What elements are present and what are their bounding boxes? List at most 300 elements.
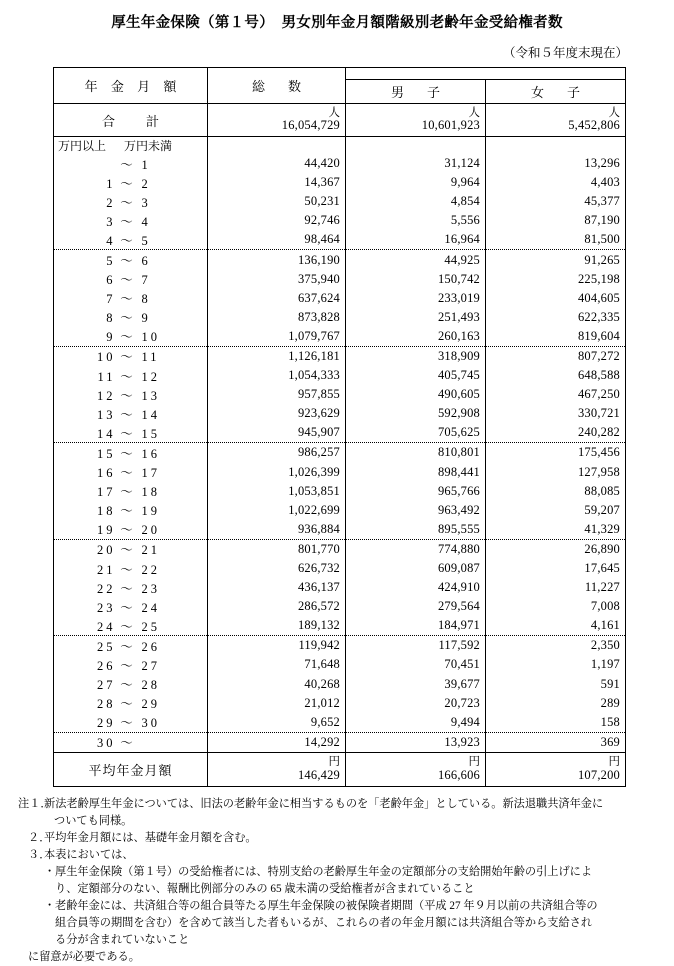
bullet-1-marker: ・ — [44, 865, 56, 878]
bullet-1-text: 厚生年金保険（第１号）の受給権者には、特別支給の老齢厚生年金の定額部分の支給開始年齢の引上げによ — [55, 865, 593, 878]
row-value-male: 20,723 — [346, 694, 486, 713]
column-header-total: 総 数 — [208, 68, 346, 104]
range-to: 14 — [141, 407, 160, 422]
row-value-total: 1,126,181 — [208, 346, 346, 366]
range-from: 8 — [106, 311, 116, 326]
range-to: 6 — [141, 254, 151, 269]
table-container — [0, 67, 674, 787]
range-from: 3 — [106, 214, 116, 229]
range-from: 20 — [97, 543, 116, 558]
row-range-label — [54, 250, 208, 270]
range-to: 15 — [141, 426, 160, 441]
row-range-label — [54, 308, 208, 327]
header-row-top — [54, 68, 626, 80]
note-3-bullet-1 — [18, 864, 656, 881]
range-tilde: ～ — [120, 639, 133, 654]
table-row — [54, 366, 626, 385]
range-from: 12 — [97, 388, 116, 403]
row-range-label — [54, 732, 208, 752]
range-to: 17 — [141, 466, 160, 481]
range-from: 23 — [97, 600, 116, 615]
unit-yen-female: 円 — [608, 755, 620, 768]
row-value-total: 14,292 — [208, 732, 346, 752]
total-row — [54, 104, 626, 137]
column-header-female: 女 子 — [486, 80, 626, 104]
table-row — [54, 559, 626, 578]
range-to: 8 — [141, 292, 151, 307]
row-value-male: 70,451 — [346, 655, 486, 674]
range-tilde: ～ — [120, 466, 133, 481]
row-value-total: 873,828 — [208, 308, 346, 327]
row-value-female: 91,265 — [486, 250, 626, 270]
row-value-total: 189,132 — [208, 616, 346, 636]
total-row-total — [208, 104, 346, 137]
range-from: 26 — [97, 658, 116, 673]
row-range-label — [54, 578, 208, 597]
row-value-male: 318,909 — [346, 346, 486, 366]
average-row-label: 平均年金月額 — [54, 752, 208, 786]
note-1-marker: 注１． — [18, 797, 52, 810]
column-header-male: 男 子 — [346, 80, 486, 104]
row-value-female: 81,500 — [486, 230, 626, 250]
note-2-marker: ２． — [28, 831, 51, 844]
row-value-total: 40,268 — [208, 675, 346, 694]
range-from: 25 — [97, 639, 116, 654]
row-value-male: 150,742 — [346, 270, 486, 289]
range-from: 2 — [106, 195, 116, 210]
bullet-2-continued-2: る分が含まれていないこと — [55, 934, 190, 947]
note-3 — [18, 847, 656, 864]
range-tilde: ～ — [120, 350, 133, 365]
range-tilde: ～ — [120, 697, 133, 712]
range-tilde: ～ — [120, 523, 133, 538]
range-to: 25 — [141, 619, 160, 634]
row-value-female: 404,605 — [486, 289, 626, 308]
range-tilde: ～ — [120, 254, 133, 269]
row-range-label — [54, 713, 208, 733]
row-value-female: 467,250 — [486, 385, 626, 404]
table-row — [54, 289, 626, 308]
row-value-female: 41,329 — [486, 520, 626, 540]
range-to: 19 — [141, 504, 160, 519]
table-foot — [54, 752, 626, 786]
table-row — [54, 173, 626, 192]
row-range-label — [54, 192, 208, 211]
row-range-label — [54, 327, 208, 347]
average-value-female: 107,200 — [577, 767, 620, 782]
row-value-total: 1,022,699 — [208, 501, 346, 520]
bullet-2-marker: ・ — [44, 900, 56, 912]
range-to: 13 — [141, 388, 160, 403]
table-row — [54, 520, 626, 540]
row-value-female: 807,272 — [486, 346, 626, 366]
range-tilde: ～ — [120, 407, 133, 422]
table-row — [54, 616, 626, 636]
range-to: 27 — [141, 658, 160, 673]
total-row-male — [346, 104, 486, 137]
row-range-label — [54, 230, 208, 250]
row-value-total: 50,231 — [208, 192, 346, 211]
range-from: 13 — [97, 407, 116, 422]
note-2 — [18, 830, 656, 847]
row-value-female: 4,161 — [486, 616, 626, 636]
table-row — [54, 346, 626, 366]
range-from: 19 — [97, 523, 116, 538]
table-row — [54, 385, 626, 404]
row-range-label — [54, 173, 208, 192]
range-tilde: ～ — [120, 369, 133, 384]
row-value-total: 136,190 — [208, 250, 346, 270]
row-range-label — [54, 501, 208, 520]
range-from: 11 — [97, 369, 116, 384]
table-row — [54, 636, 626, 656]
band-header-male-blank — [346, 137, 486, 155]
range-from: 30 — [97, 736, 116, 751]
total-value-male: 10,601,923 — [421, 118, 480, 133]
range-to: 22 — [141, 562, 160, 577]
note-3-text: 本表においては、 — [44, 848, 134, 861]
range-tilde: ～ — [120, 311, 133, 326]
row-value-female: 11,227 — [486, 578, 626, 597]
row-value-total: 986,257 — [208, 443, 346, 463]
note-3-bullet-2 — [18, 898, 656, 915]
range-from: 4 — [106, 233, 116, 248]
row-range-label — [54, 539, 208, 559]
row-range-label — [54, 694, 208, 713]
row-value-male: 810,801 — [346, 443, 486, 463]
row-value-male: 39,677 — [346, 675, 486, 694]
table-body — [54, 68, 626, 753]
row-value-male: 424,910 — [346, 578, 486, 597]
range-from: 28 — [97, 697, 116, 712]
table-row — [54, 694, 626, 713]
range-tilde: ～ — [120, 658, 133, 673]
row-value-male: 895,555 — [346, 520, 486, 540]
range-from: 5 — [106, 254, 116, 269]
row-range-label — [54, 482, 208, 501]
range-from: 18 — [97, 504, 116, 519]
row-value-total: 957,855 — [208, 385, 346, 404]
table-row — [54, 675, 626, 694]
row-value-total: 923,629 — [208, 404, 346, 423]
row-range-label — [54, 463, 208, 482]
page-title: 厚生年金保険（第１号） 男女別年金月額階級別老齢年金受給権者数 — [111, 15, 563, 31]
range-tilde: ～ — [120, 562, 133, 577]
row-value-female: 17,645 — [486, 559, 626, 578]
row-range-label — [54, 366, 208, 385]
row-range-label — [54, 270, 208, 289]
row-value-total: 801,770 — [208, 539, 346, 559]
row-value-female: 289 — [486, 694, 626, 713]
table-row — [54, 597, 626, 616]
band-header-label — [54, 137, 208, 155]
range-from: 9 — [106, 330, 116, 345]
note-1 — [18, 796, 656, 813]
row-value-female: 240,282 — [486, 423, 626, 443]
average-female — [486, 752, 626, 786]
range-tilde: ～ — [120, 543, 133, 558]
range-tilde: ～ — [120, 600, 133, 615]
bullet-1-continued: り、定額部分のない、報酬比例部分のみの 65 歳未満の受給権者が含まれていること — [55, 882, 475, 895]
range-to: 10 — [141, 330, 160, 345]
bullet-2-text: 老齢年金には、共済組合等の組合員等たる厚生年金保険の被保険者期間（平成 27 年９月以前の共済組合等の — [55, 900, 598, 912]
row-value-female: 369 — [486, 732, 626, 752]
range-from: 29 — [97, 716, 116, 731]
row-value-total: 436,137 — [208, 578, 346, 597]
row-value-male: 705,625 — [346, 423, 486, 443]
row-value-male: 9,964 — [346, 173, 486, 192]
range-to: 24 — [141, 600, 160, 615]
notes-section — [0, 796, 674, 966]
row-value-female: 158 — [486, 713, 626, 733]
row-value-total: 286,572 — [208, 597, 346, 616]
range-to: 2 — [141, 176, 151, 191]
row-value-male: 16,964 — [346, 230, 486, 250]
row-value-total: 936,884 — [208, 520, 346, 540]
table-row — [54, 713, 626, 733]
row-value-female: 13,296 — [486, 154, 626, 173]
range-from: 22 — [97, 581, 116, 596]
row-value-female: 225,198 — [486, 270, 626, 289]
average-total — [208, 752, 346, 786]
row-value-male: 233,019 — [346, 289, 486, 308]
table-row — [54, 327, 626, 347]
row-value-total: 9,652 — [208, 713, 346, 733]
table-row — [54, 655, 626, 674]
range-to: 9 — [141, 311, 151, 326]
row-value-female: 591 — [486, 675, 626, 694]
range-to: 3 — [141, 195, 151, 210]
table-row — [54, 501, 626, 520]
unit-nin-male: 人 — [468, 106, 480, 119]
range-tilde: ～ — [120, 195, 133, 210]
range-from: 27 — [97, 678, 116, 693]
range-tilde: ～ — [120, 716, 133, 731]
row-value-male: 405,745 — [346, 366, 486, 385]
bullet-2-continued-1: 組合員等の期間を含む）を含めて該当した者もいるが、これらの者の年金月額には共済組合等から支給され — [55, 917, 593, 930]
row-range-label — [54, 211, 208, 230]
range-tilde: ～ — [120, 504, 133, 519]
row-value-male: 5,556 — [346, 211, 486, 230]
range-to: 23 — [141, 581, 160, 596]
range-from: 1 — [106, 176, 116, 191]
row-value-male: 774,880 — [346, 539, 486, 559]
row-value-total: 21,012 — [208, 694, 346, 713]
range-tilde: ～ — [120, 678, 133, 693]
note-3-marker: ３． — [28, 848, 51, 861]
row-value-male: 963,492 — [346, 501, 486, 520]
range-tilde: ～ — [120, 157, 133, 172]
range-tilde: ～ — [120, 330, 133, 345]
range-from: 14 — [97, 426, 116, 441]
row-value-male: 260,163 — [346, 327, 486, 347]
table-row — [54, 443, 626, 463]
range-from: 16 — [97, 466, 116, 481]
note-1-continued: ついても同様。 — [54, 814, 133, 827]
total-value-all: 16,054,729 — [281, 118, 340, 133]
row-value-female: 26,890 — [486, 539, 626, 559]
table-row — [54, 423, 626, 443]
range-from: 6 — [106, 273, 116, 288]
row-value-female: 622,335 — [486, 308, 626, 327]
row-value-female: 2,350 — [486, 636, 626, 656]
range-from: 17 — [97, 485, 116, 500]
band-label-right: 万円未満 — [124, 139, 173, 153]
column-header-period: 年 金 月 額 — [54, 68, 208, 104]
range-to: 12 — [141, 369, 160, 384]
range-tilde: ～ — [120, 233, 133, 248]
table-row — [54, 270, 626, 289]
row-value-male: 31,124 — [346, 154, 486, 173]
range-tilde: ～ — [120, 485, 133, 500]
notes-tail: に留意が必要である。 — [28, 951, 140, 964]
row-value-male: 965,766 — [346, 482, 486, 501]
table-row — [54, 230, 626, 250]
range-tilde: ～ — [120, 426, 133, 441]
row-value-total: 44,420 — [208, 154, 346, 173]
range-from: 15 — [97, 446, 116, 461]
row-value-female: 45,377 — [486, 192, 626, 211]
row-range-label — [54, 636, 208, 656]
row-value-total: 1,079,767 — [208, 327, 346, 347]
range-from: 24 — [97, 619, 116, 634]
row-value-female: 175,456 — [486, 443, 626, 463]
range-tilde: ～ — [120, 214, 133, 229]
row-value-total: 98,464 — [208, 230, 346, 250]
row-range-label — [54, 597, 208, 616]
row-value-female: 88,085 — [486, 482, 626, 501]
table-row — [54, 211, 626, 230]
table-row — [54, 154, 626, 173]
row-value-total: 92,746 — [208, 211, 346, 230]
range-from: 10 — [97, 350, 116, 365]
unit-yen-male: 円 — [468, 755, 480, 768]
range-to: 20 — [141, 523, 160, 538]
row-value-male: 9,494 — [346, 713, 486, 733]
row-value-female: 127,958 — [486, 463, 626, 482]
row-value-male: 13,923 — [346, 732, 486, 752]
row-value-male: 44,925 — [346, 250, 486, 270]
range-tilde: ～ — [120, 176, 133, 191]
row-value-male: 898,441 — [346, 463, 486, 482]
range-to: 7 — [141, 273, 151, 288]
range-to: 30 — [141, 716, 160, 731]
average-value-male: 166,606 — [437, 767, 480, 782]
row-range-label — [54, 655, 208, 674]
row-value-male: 609,087 — [346, 559, 486, 578]
band-header-row — [54, 137, 626, 155]
row-value-total: 1,054,333 — [208, 366, 346, 385]
row-value-male: 117,592 — [346, 636, 486, 656]
row-value-female: 648,588 — [486, 366, 626, 385]
unit-nin-female: 人 — [608, 106, 620, 119]
pension-table — [53, 67, 626, 787]
row-range-label — [54, 520, 208, 540]
row-value-total: 375,940 — [208, 270, 346, 289]
average-male — [346, 752, 486, 786]
total-row-female — [486, 104, 626, 137]
row-value-male: 279,564 — [346, 597, 486, 616]
row-range-label — [54, 443, 208, 463]
row-value-male: 251,493 — [346, 308, 486, 327]
row-value-male: 490,605 — [346, 385, 486, 404]
range-to: 4 — [141, 214, 151, 229]
band-header-female-blank — [486, 137, 626, 155]
row-value-female: 87,190 — [486, 211, 626, 230]
range-to: 26 — [141, 639, 160, 654]
table-row — [54, 192, 626, 211]
range-to: 18 — [141, 485, 160, 500]
range-to: 16 — [141, 446, 160, 461]
table-row — [54, 463, 626, 482]
row-value-female: 1,197 — [486, 655, 626, 674]
row-range-label — [54, 346, 208, 366]
range-from: 21 — [97, 562, 116, 577]
row-value-total: 1,026,399 — [208, 463, 346, 482]
table-row — [54, 250, 626, 270]
note-1-text: 新法老齢厚生年金については、旧法の老齢年金に相当するものを「老齢年金」としている。新法退職共済年金に — [44, 797, 604, 810]
range-to: 21 — [141, 543, 160, 558]
row-value-total: 1,053,851 — [208, 482, 346, 501]
table-row — [54, 404, 626, 423]
range-tilde: ～ — [120, 581, 133, 596]
total-row-label: 合 計 — [54, 104, 208, 137]
band-label-left: 万円以上 — [58, 139, 107, 153]
range-to: 29 — [141, 697, 160, 712]
row-value-female: 819,604 — [486, 327, 626, 347]
range-tilde: ～ — [120, 736, 133, 751]
page-subtitle: （令和５年度末現在） — [502, 46, 628, 60]
row-value-male: 184,971 — [346, 616, 486, 636]
row-range-label — [54, 423, 208, 443]
row-value-total: 637,624 — [208, 289, 346, 308]
row-value-total: 945,907 — [208, 423, 346, 443]
row-range-label — [54, 675, 208, 694]
average-value-all: 146,429 — [297, 767, 340, 782]
row-value-total: 14,367 — [208, 173, 346, 192]
unit-yen-total: 円 — [328, 755, 340, 768]
range-tilde: ～ — [120, 446, 133, 461]
table-row — [54, 539, 626, 559]
row-value-male: 592,908 — [346, 404, 486, 423]
note-2-text: 平均年金月額には、基礎年金月額を含む。 — [44, 831, 257, 844]
range-tilde: ～ — [120, 292, 133, 307]
row-value-male: 4,854 — [346, 192, 486, 211]
row-value-female: 59,207 — [486, 501, 626, 520]
row-range-label — [54, 404, 208, 423]
row-value-total: 119,942 — [208, 636, 346, 656]
range-tilde: ～ — [120, 388, 133, 403]
row-range-label — [54, 559, 208, 578]
range-tilde: ～ — [120, 273, 133, 288]
table-row — [54, 308, 626, 327]
average-row — [54, 752, 626, 786]
unit-nin-total: 人 — [328, 106, 340, 119]
range-to: 28 — [141, 678, 160, 693]
band-header-total-blank — [208, 137, 346, 155]
row-value-total: 626,732 — [208, 559, 346, 578]
table-row — [54, 732, 626, 752]
row-value-female: 330,721 — [486, 404, 626, 423]
range-to: 1 — [141, 157, 151, 172]
row-value-total: 71,648 — [208, 655, 346, 674]
total-value-female: 5,452,806 — [568, 118, 620, 133]
table-row — [54, 482, 626, 501]
range-tilde: ～ — [120, 619, 133, 634]
row-range-label — [54, 154, 208, 173]
row-range-label — [54, 385, 208, 404]
header-spacer-band — [346, 68, 626, 80]
